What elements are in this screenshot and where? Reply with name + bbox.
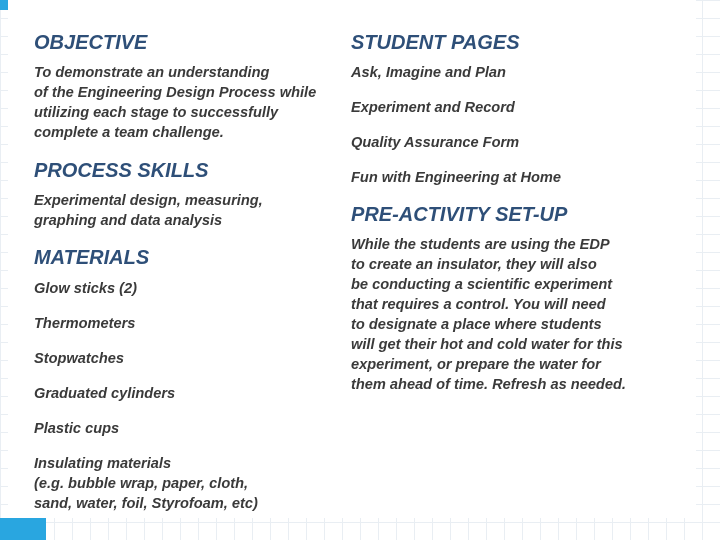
pre-activity-heading: PRE-ACTIVITY SET-UP xyxy=(351,204,568,226)
materials-item-glow-sticks: Glow sticks (2) xyxy=(34,281,137,297)
student-pages-heading: STUDENT PAGES xyxy=(351,32,520,54)
document-page xyxy=(8,0,696,518)
student-pages-item-quality-assurance: Quality Assurance Form xyxy=(351,135,520,151)
materials-item-graduated-cylinders: Graduated cylinders xyxy=(34,386,176,402)
materials-heading: MATERIALS xyxy=(34,247,150,269)
process-skills-text: Experimental design, measuring, graphing and data analysis xyxy=(34,193,263,229)
materials-item-insulating-materials: Insulating materials (e.g. bubble wrap, paper, cloth, sand, water, foil, Styrofoam, etc) xyxy=(34,456,258,512)
student-pages-item-ask-imagine-plan: Ask, Imagine and Plan xyxy=(351,65,506,81)
student-pages-item-fun-at-home: Fun with Engineering at Home xyxy=(351,170,561,186)
objective-heading: OBJECTIVE xyxy=(34,32,148,54)
process-skills-heading: PROCESS SKILLS xyxy=(34,160,209,182)
pre-activity-text: While the students are using the EDP to create an insulator, they will also be conducting a scientific experiment that requires a control. You will need to designate a place where students will get their hot and cold water for this experiment, or prepare the water for them ahead of time. Refresh as needed. xyxy=(351,237,626,393)
materials-item-stopwatches: Stopwatches xyxy=(34,351,125,367)
materials-item-plastic-cups: Plastic cups xyxy=(34,421,120,437)
objective-text: To demonstrate an understanding of the Engineering Design Process while utilizing each stage to successfully complete a team challenge. xyxy=(34,65,317,141)
materials-item-thermometers: Thermometers xyxy=(34,316,136,332)
corner-accent-bottom xyxy=(0,518,46,540)
student-pages-item-experiment-record: Experiment and Record xyxy=(351,100,515,116)
